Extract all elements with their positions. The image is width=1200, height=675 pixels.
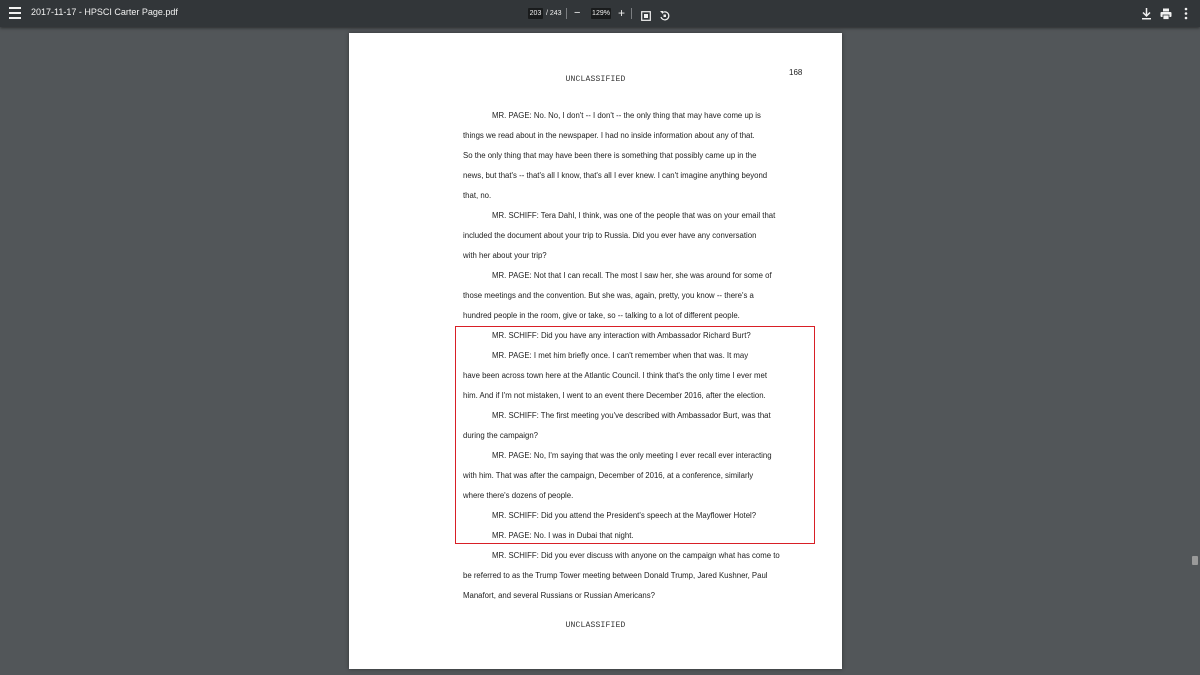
document-title: 2017-11-17 - HPSCI Carter Page.pdf — [31, 7, 178, 17]
print-icon[interactable] — [1160, 7, 1172, 19]
transcript-line: with her about your trip? — [463, 251, 547, 260]
transcript-line: So the only thing that may have been there is something that possibly came up in the — [463, 151, 757, 160]
transcript-line: MR. SCHIFF: Did you attend the President's speech at the Mayflower Hotel? — [492, 511, 757, 520]
transcript-line: be referred to as the Trump Tower meeting between Donald Trump, Jared Kushner, Paul — [463, 571, 768, 580]
current-page-input[interactable]: 203 — [529, 10, 542, 17]
transcript-line: during the campaign? — [463, 431, 538, 440]
transcript-line: MR. SCHIFF: Tera Dahl, I think, was one of the people that was on your email that — [492, 211, 776, 220]
transcript-line: Manafort, and several Russians or Russian Americans? — [463, 591, 655, 600]
fit-to-page-icon[interactable] — [641, 8, 651, 18]
transcript-line: him. And if I'm not mistaken, I went to an event there December 2016, after the election. — [463, 391, 766, 400]
total-pages: / 243 — [546, 10, 562, 17]
toolbar-divider — [566, 8, 567, 19]
page-number: 168 — [789, 68, 803, 77]
transcript-line: MR. SCHIFF: Did you ever discuss with anyone on the campaign what has come to — [492, 551, 780, 560]
transcript-line: news, but that's -- that's all I know, that's all I ever knew. I can't imagine anything beyond — [463, 171, 768, 180]
transcript-line: those meetings and the convention. But she was, again, pretty, you know -- there's a — [463, 291, 754, 300]
transcript-line: where there's dozens of people. — [463, 491, 574, 500]
rotate-icon[interactable] — [659, 8, 670, 19]
transcript-line: have been across town here at the Atlantic Council. I think that's the only time I ever met — [463, 371, 767, 380]
transcript-line: hundred people in the room, give or take, so -- talking to a lot of different people. — [463, 311, 740, 320]
transcript-line: MR. PAGE: Not that I can recall. The most I saw her, she was around for some of — [492, 271, 772, 280]
pdf-page — [349, 33, 842, 669]
transcript-line: MR. PAGE: No, I'm saying that was the only meeting I ever recall ever interacting — [492, 451, 772, 460]
transcript-line: included the document about your trip to Russia. Did you ever have any conversation — [463, 231, 757, 240]
transcript-line: MR. PAGE: No. I was in Dubai that night. — [492, 531, 634, 540]
transcript-line: MR. SCHIFF: Did you have any interaction with Ambassador Richard Burt? — [492, 331, 751, 340]
zoom-out-button[interactable]: − — [574, 7, 581, 19]
transcript-line: MR. PAGE: I met him briefly once. I can't remember when that was. It may — [492, 351, 749, 360]
zoom-level-input[interactable]: 129% — [592, 10, 610, 17]
classification-footer: UNCLASSIFIED — [565, 621, 626, 630]
transcript-line: MR. PAGE: No. No, I don't -- I don't -- the only thing that may have come up is — [492, 111, 761, 120]
hamburger-menu-icon[interactable] — [9, 7, 21, 20]
pdf-toolbar — [0, 0, 1200, 27]
classification-header: UNCLASSIFIED — [565, 75, 626, 84]
red-highlight-box — [455, 326, 815, 544]
toolbar-divider — [631, 8, 632, 19]
download-icon[interactable] — [1141, 7, 1152, 19]
transcript-line: with him. That was after the campaign, December of 2016, at a conference, similarly — [463, 471, 754, 480]
transcript-line: things we read about in the newspaper. I had no inside information about any of that. — [463, 131, 755, 140]
scrollbar-thumb[interactable] — [1192, 556, 1198, 565]
more-vertical-icon[interactable] — [1183, 7, 1189, 20]
vertical-scrollbar[interactable] — [1189, 27, 1200, 675]
transcript-line: that, no. — [463, 191, 492, 200]
zoom-in-button[interactable]: + — [618, 6, 626, 20]
transcript-line: MR. SCHIFF: The first meeting you've described with Ambassador Burt, was that — [492, 411, 771, 420]
